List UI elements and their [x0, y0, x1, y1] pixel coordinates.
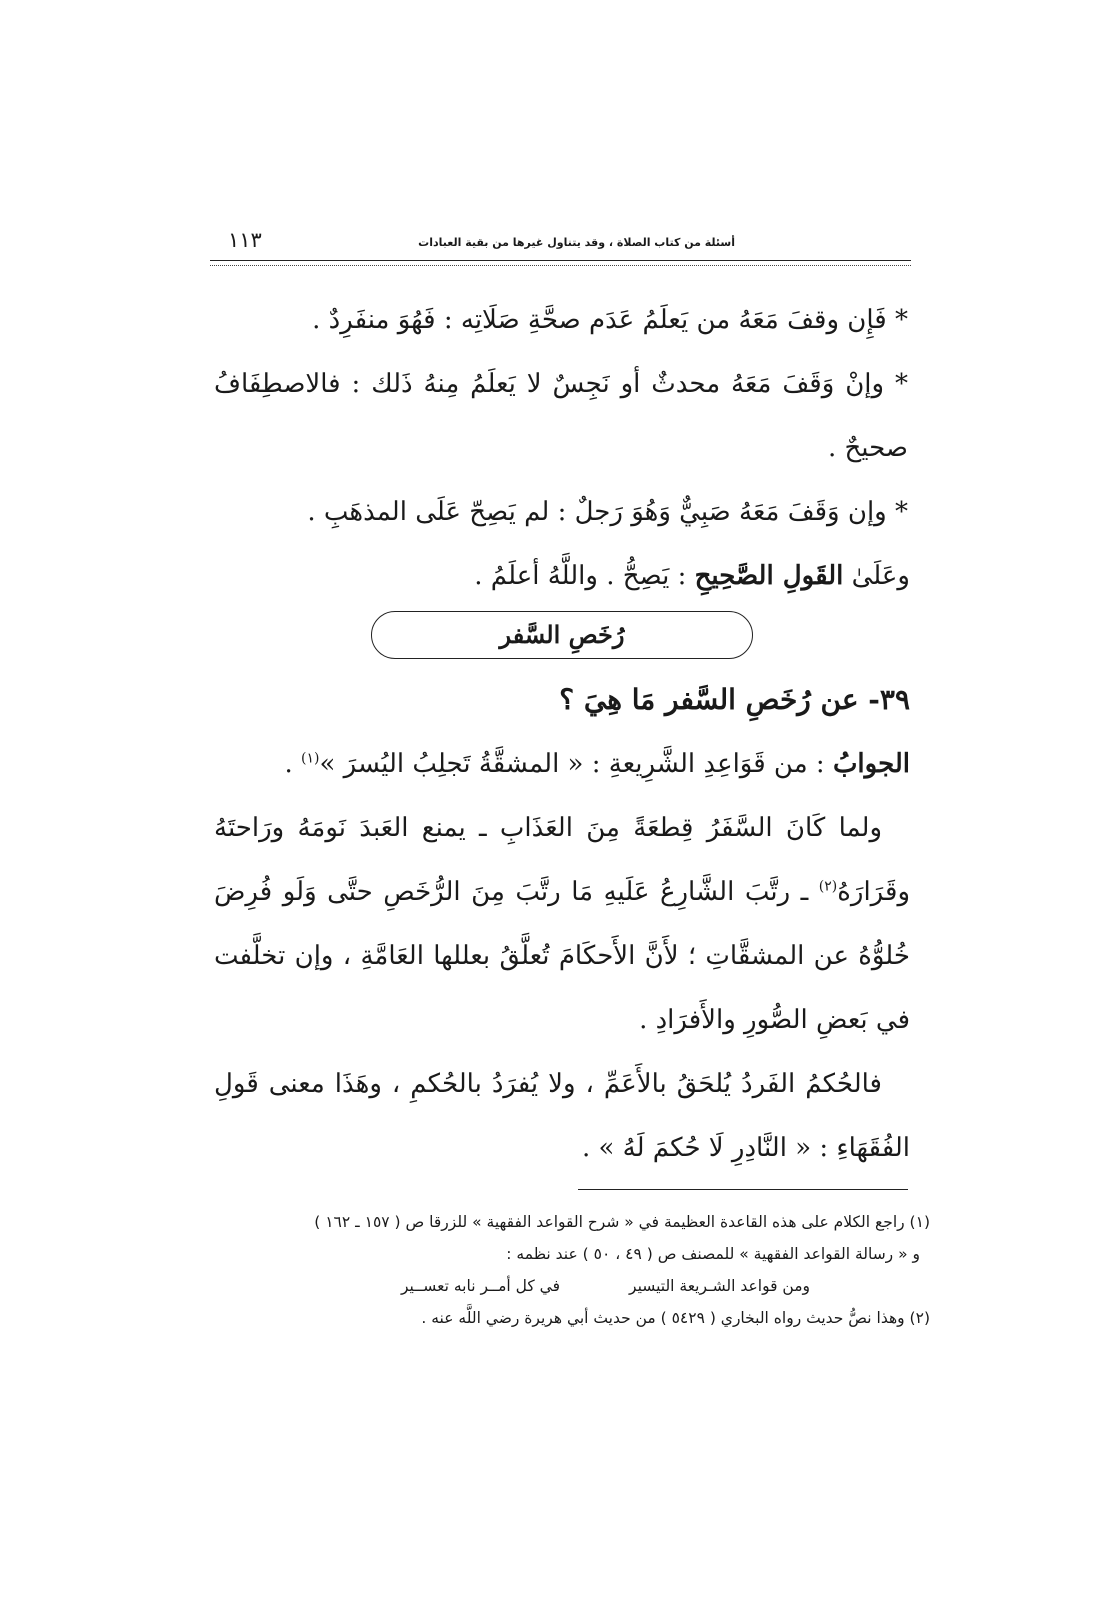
- body-paragraph: [214, 796, 910, 1052]
- para1-part-b: ـ رتَّبَ الشَّارِعُ عَلَيهِ مَا رتَّبَ مِنَ الرُّخَصِ حتَّى وَلَو فُرِضَ خُلوُّهُ عن المشقَّاتِ ؛ لأَنَّ الأَحكَامَ تُعلَّقُ بعللها العَامَّةِ ، وإن تخلَّفت في بَعضِ الصُّورِ والأَفرَادِ .: [214, 877, 910, 1035]
- footnote-1: (١) راجع الكلام على هذه القاعدة العظيمة في « شرح القواعد الفقهية » للزرقا ص ( ١٥٧ ـ ١٦٢ ): [314, 1213, 930, 1231]
- section-heading: رُخَصِ السَّفر: [371, 611, 753, 659]
- answer-end: .: [284, 749, 301, 779]
- footnote-ref: (٢): [818, 878, 838, 895]
- conclusion-suffix: : يَصِحُّ . واللَّهُ أعلَمُ .: [474, 561, 695, 591]
- conclusion-paragraph: [214, 544, 910, 608]
- header-rule: [210, 260, 911, 266]
- verse-hemistich-1: ومن قواعد الشـريعة التيسير: [629, 1277, 810, 1295]
- answer-text: : من قَوَاعِدِ الشَّرِيعةِ : « المشقَّةُ تَجلِبُ اليُسرَ »: [319, 749, 833, 779]
- footnotes: [190, 1206, 930, 1334]
- verse-hemistich-2: في كل أمــر نابه تعســير: [401, 1277, 560, 1295]
- main-text: [214, 288, 910, 1180]
- footnote-1-continued: و « رسالة القواعد الفقهية » للمصنف ص ( ٤٩ ، ٥٠ ) عند نظمه :: [506, 1245, 920, 1263]
- verse-line: [190, 1270, 930, 1302]
- conclusion-prefix: وعَلَىٰ: [843, 561, 910, 591]
- footnote-2: (٢) وهذا نصُّ حديث رواه البخاري ( ٥٤٢٩ ) من حديث أبي هريرة رضي اللَّه عنه .: [421, 1309, 930, 1327]
- para1-part-a: ولما كَانَ السَّفَرُ قِطعَةً مِنَ العَذَابِ ـ يمنع العَبدَ نَومَهُ ورَاحتَهُ وقَرَارَهُ: [214, 813, 910, 907]
- footnote-rule: [578, 1189, 908, 1190]
- footnote-ref: (١): [300, 750, 320, 767]
- bullet-paragraph: * وإنْ وَقَفَ مَعَهُ محدثٌ أو نَجِسٌ لا يَعلَمُ مِنهُ ذَلك : فالاصطِفَافُ صحيحٌ .: [214, 369, 908, 463]
- page-number: ١١٣: [228, 228, 262, 252]
- header-title: أسئلة من كتاب الصلاة ، وقد يتناول غيرها من بقية العبادات: [418, 236, 735, 249]
- question-title: ٣٩- عن رُخَصِ السَّفر مَا هِيَ ؟: [559, 683, 910, 716]
- conclusion-bold: القَولِ الصَّحِيحِ: [694, 561, 844, 591]
- body-paragraph: فالحُكمُ الفَردُ يُلحَقُ بالأَعَمِّ ، ولا يُفرَدُ بالحُكمِ ، وهَذَا معنى قَولِ الفُقَهَاءِ : « النَّادِرِ لَا حُكمَ لَهُ » .: [214, 1069, 910, 1163]
- answer-paragraph: [214, 732, 910, 796]
- section-heading-wrap: [214, 602, 910, 668]
- bullet-paragraph: * فَإِن وقفَ مَعَهُ من يَعلَمُ عَدَم صحَّةِ صَلَاتِه : فَهُوَ منفَرِدٌ .: [312, 305, 908, 335]
- running-header: [210, 228, 910, 258]
- answer-label: الجوابُ: [832, 749, 910, 779]
- bullet-paragraph: * وإن وَقَفَ مَعَهُ صَبِيٌّ وَهُوَ رَجلٌ : لم يَصِحّ عَلَى المذهَبِ .: [307, 497, 908, 527]
